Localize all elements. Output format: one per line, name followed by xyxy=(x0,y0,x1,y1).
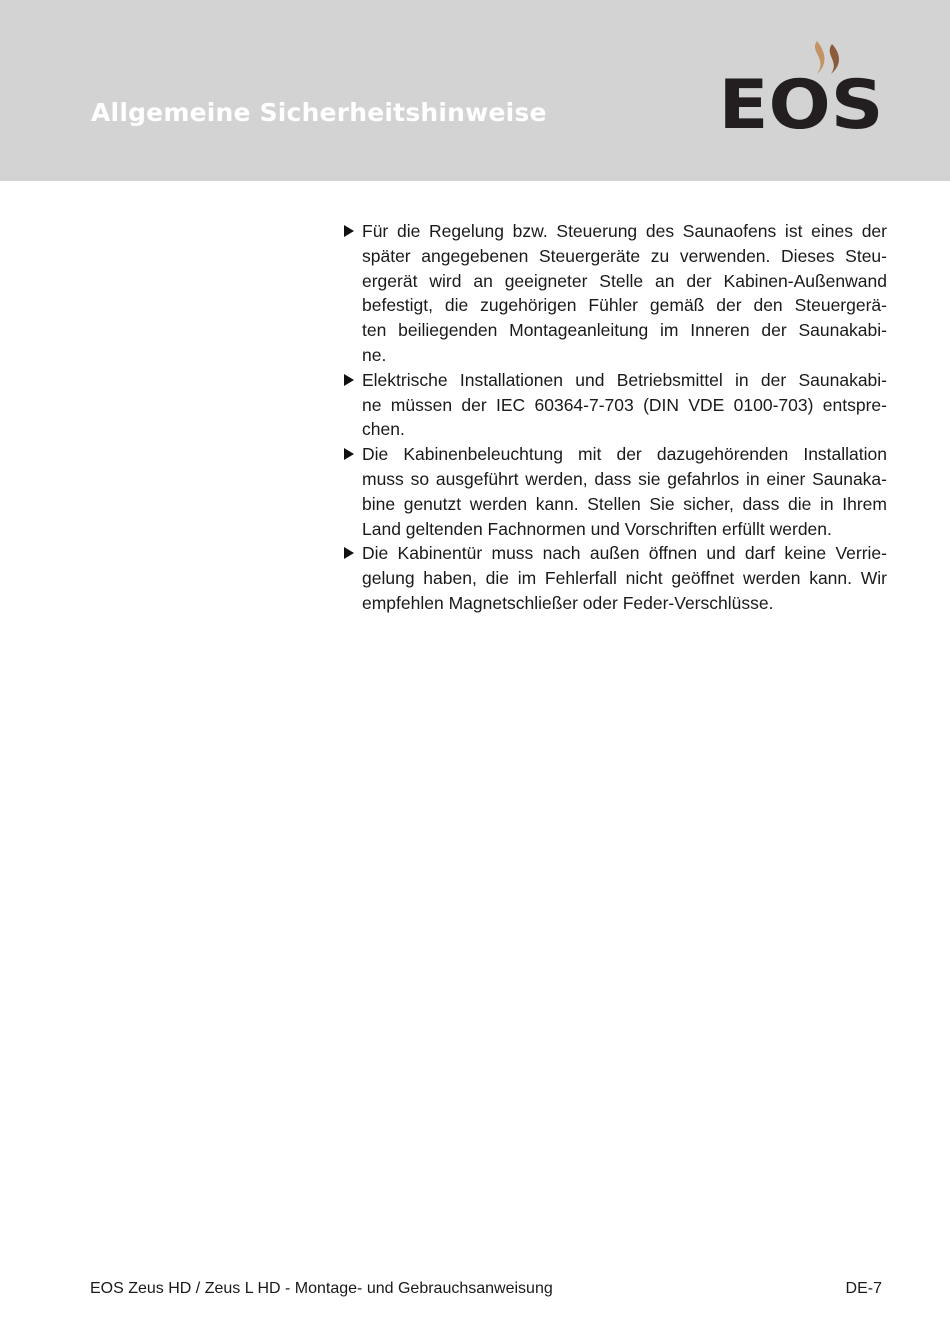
bullet-text-line: Die Kabinenbeleuchtung mit der dazugehörenden Installation xyxy=(362,444,887,465)
bullet-text-line: Elektrische Installationen und Betriebsmittel in der Saunakabi- xyxy=(362,369,887,390)
footer-document-title: EOS Zeus HD / Zeus L HD - Montage- und Gebrauchsanweisung xyxy=(90,1280,553,1297)
triangle-bullet-icon xyxy=(344,374,354,386)
bullet-text-line: gelung haben, die im Fehlerfall nicht geöffnet werden kann. Wir xyxy=(362,568,887,589)
bullet-text-line: später angegebenen Steuergeräte zu verwenden. Dieses Steu- xyxy=(362,245,887,266)
bullet-text-line: bine genutzt werden kann. Stellen Sie sicher, dass die in Ihrem xyxy=(362,493,887,514)
eos-logo xyxy=(716,38,886,133)
triangle-bullet-icon xyxy=(344,225,354,237)
bullet-text-line: ne. xyxy=(362,344,387,365)
triangle-bullet-icon xyxy=(344,448,354,460)
triangle-bullet-icon xyxy=(344,547,354,559)
bullet-item xyxy=(342,442,887,541)
bullet-item xyxy=(342,541,887,615)
bullet-text-line: chen. xyxy=(362,419,405,440)
bullet-list xyxy=(342,219,887,616)
bullet-text-line: Die Kabinentür muss nach außen öffnen und darf keine Verrie- xyxy=(362,543,887,564)
bullet-item xyxy=(342,368,887,442)
bullet-item xyxy=(342,219,887,368)
bullet-text-line: Für die Regelung bzw. Steuerung des Saunaofens ist eines der xyxy=(362,221,887,241)
bullet-text-line: ne müssen der IEC 60364-7-703 (DIN VDE 0100-703) entspre- xyxy=(362,394,887,415)
bullet-text-line: muss so ausgeführt werden, dass sie gefahrlos in einer Saunaka- xyxy=(362,468,887,489)
bullet-text-line: ergerät wird an geeigneter Stelle an der Kabinen-Außenwand xyxy=(362,270,887,291)
footer-page-number: DE-7 xyxy=(845,1280,882,1297)
logo-text: EOS xyxy=(718,66,884,133)
bullet-text-line: empfehlen Magnetschließer oder Feder-Verschlüsse. xyxy=(362,592,774,613)
safety-notes xyxy=(342,219,887,616)
page-title: Allgemeine Sicherheitshinweise xyxy=(91,98,547,127)
bullet-text-line: ten beiliegenden Montageanleitung im Inneren der Saunakabi- xyxy=(362,320,887,341)
bullet-text-line: befestigt, die zugehörigen Fühler gemäß der den Steuergerä- xyxy=(362,295,887,316)
bullet-text-line: Land geltenden Fachnormen und Vorschriften erfüllt werden. xyxy=(362,518,832,539)
